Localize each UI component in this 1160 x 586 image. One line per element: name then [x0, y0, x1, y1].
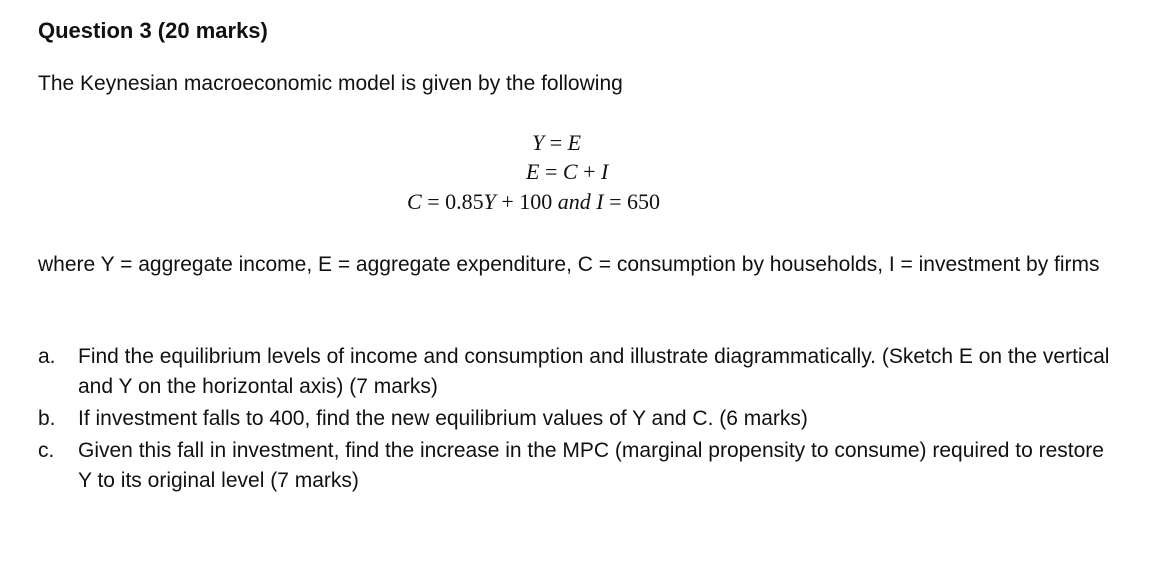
variable-definitions: where Y = aggregate income, E = aggregate expenditure, C = consumption by households, I = investment by firms — [38, 253, 1100, 276]
eq3-lhs: C — [407, 189, 422, 214]
question-marker: c. — [38, 439, 55, 462]
eq1-rhs: E — [567, 130, 582, 155]
eq1-op: = — [544, 130, 568, 155]
eq3-coef: 0.85 — [445, 189, 484, 214]
question-item-c — [38, 436, 1118, 496]
equation-consumption-investment — [407, 189, 660, 215]
eq2-plus: + — [577, 159, 601, 184]
eq2-rhs-i: I — [600, 159, 609, 184]
eq2-rhs-c: C — [562, 159, 578, 184]
question-item-b — [38, 404, 1118, 434]
eq2-op: = — [539, 159, 563, 184]
eq3-var-i: I — [596, 189, 604, 214]
question-heading: Question 3 (20 marks) — [38, 18, 268, 43]
eq3-plus-const: + 100 — [495, 189, 558, 214]
question-text: Find the equilibrium levels of income and consumption and illustrate diagrammatically. (Sketch E on the vertical and Y on the horizontal axis) (7 marks) — [78, 345, 1110, 398]
eq3-var-y: Y — [483, 189, 496, 214]
eq2-lhs: E — [526, 159, 540, 184]
eq3-and: and — [557, 189, 591, 214]
question-item-a — [38, 342, 1118, 402]
eq3-op2: = 650 — [603, 189, 661, 214]
equation-y-equals-e — [532, 130, 581, 156]
question-list — [38, 342, 1118, 498]
question-marker: a. — [38, 345, 56, 368]
eq3-op: = — [421, 189, 446, 214]
question-text: If investment falls to 400, find the new equilibrium values of Y and C. (6 marks) — [78, 407, 808, 430]
equation-e-equals-c-plus-i — [526, 159, 608, 185]
question-marker: b. — [38, 407, 56, 430]
question-text: Given this fall in investment, find the increase in the MPC (marginal propensity to consume) required to restore Y to its original level (7 marks) — [78, 439, 1104, 492]
eq1-lhs: Y — [532, 130, 545, 155]
intro-text: The Keynesian macroeconomic model is given by the following — [38, 72, 623, 95]
